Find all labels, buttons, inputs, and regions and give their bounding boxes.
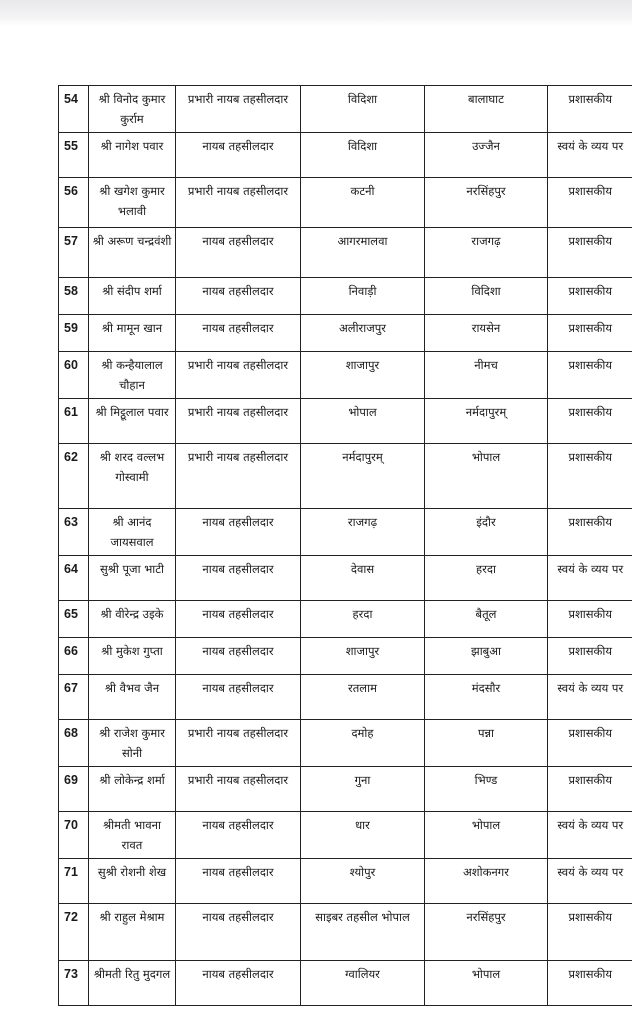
current-posting-cell: शाजापुर bbox=[301, 352, 425, 399]
serial-number-cell: 60 bbox=[59, 352, 89, 399]
new-posting-cell: हरदा bbox=[425, 556, 548, 601]
table-wrapper bbox=[58, 85, 632, 1006]
current-posting-cell: विदिशा bbox=[301, 86, 425, 133]
transfer-type-cell: प्रशासकीय bbox=[548, 315, 632, 352]
current-posting-cell: भोपाल bbox=[301, 399, 425, 444]
serial-number-cell: 63 bbox=[59, 509, 89, 556]
designation-cell: प्रभारी नायब तहसीलदार bbox=[176, 86, 301, 133]
new-posting-cell: झाबुआ bbox=[425, 638, 548, 675]
current-posting-cell: दमोह bbox=[301, 720, 425, 767]
serial-number-cell: 59 bbox=[59, 315, 89, 352]
serial-number-cell: 55 bbox=[59, 133, 89, 178]
new-posting-cell: उज्जैन bbox=[425, 133, 548, 178]
current-posting-cell: रतलाम bbox=[301, 675, 425, 720]
transfer-type-cell: प्रशासकीय bbox=[548, 444, 632, 509]
table-row bbox=[59, 509, 632, 556]
serial-number-cell: 58 bbox=[59, 278, 89, 315]
current-posting-cell: हरदा bbox=[301, 601, 425, 638]
designation-cell: नायब तहसीलदार bbox=[176, 278, 301, 315]
designation-cell: नायब तहसीलदार bbox=[176, 675, 301, 720]
transfer-type-cell: प्रशासकीय bbox=[548, 352, 632, 399]
table-row bbox=[59, 352, 632, 399]
new-posting-cell: भोपाल bbox=[425, 444, 548, 509]
transfer-type-cell: प्रशासकीय bbox=[548, 509, 632, 556]
officer-name-cell: सुश्री रोशनी शेख bbox=[89, 859, 176, 904]
transfer-type-cell: प्रशासकीय bbox=[548, 178, 632, 228]
new-posting-cell: अशोकनगर bbox=[425, 859, 548, 904]
transfer-table bbox=[58, 85, 632, 1006]
officer-name-cell: श्री आनंद जायसवाल bbox=[89, 509, 176, 556]
designation-cell: प्रभारी नायब तहसीलदार bbox=[176, 720, 301, 767]
designation-cell: नायब तहसीलदार bbox=[176, 556, 301, 601]
officer-name-cell: श्री मिट्ठूलाल पवार bbox=[89, 399, 176, 444]
serial-number-cell: 68 bbox=[59, 720, 89, 767]
serial-number-cell: 67 bbox=[59, 675, 89, 720]
current-posting-cell: गुना bbox=[301, 767, 425, 812]
officer-name-cell: श्री शरद वल्लभ गोस्वामी bbox=[89, 444, 176, 509]
transfer-table-body bbox=[59, 86, 632, 1006]
table-row bbox=[59, 556, 632, 601]
current-posting-cell: साइबर तहसील भोपाल bbox=[301, 904, 425, 961]
designation-cell: नायब तहसीलदार bbox=[176, 228, 301, 278]
transfer-type-cell: प्रशासकीय bbox=[548, 961, 632, 1006]
officer-name-cell: श्री संदीप शर्मा bbox=[89, 278, 176, 315]
new-posting-cell: इंदौर bbox=[425, 509, 548, 556]
transfer-type-cell: प्रशासकीय bbox=[548, 638, 632, 675]
serial-number-cell: 57 bbox=[59, 228, 89, 278]
current-posting-cell: निवाड़ी bbox=[301, 278, 425, 315]
serial-number-cell: 65 bbox=[59, 601, 89, 638]
current-posting-cell: देवास bbox=[301, 556, 425, 601]
officer-name-cell: श्री खगेश कुमार भलावी bbox=[89, 178, 176, 228]
transfer-type-cell: प्रशासकीय bbox=[548, 278, 632, 315]
designation-cell: नायब तहसीलदार bbox=[176, 812, 301, 859]
table-row bbox=[59, 178, 632, 228]
transfer-type-cell: प्रशासकीय bbox=[548, 86, 632, 133]
new-posting-cell: विदिशा bbox=[425, 278, 548, 315]
current-posting-cell: आगरमालवा bbox=[301, 228, 425, 278]
transfer-type-cell: स्वयं के व्यय पर bbox=[548, 812, 632, 859]
new-posting-cell: भिण्ड bbox=[425, 767, 548, 812]
new-posting-cell: भोपाल bbox=[425, 812, 548, 859]
transfer-type-cell: प्रशासकीय bbox=[548, 399, 632, 444]
officer-name-cell: श्रीमती रितु मुदगल bbox=[89, 961, 176, 1006]
officer-name-cell: श्री राजेश कुमार सोनी bbox=[89, 720, 176, 767]
serial-number-cell: 70 bbox=[59, 812, 89, 859]
new-posting-cell: पन्ना bbox=[425, 720, 548, 767]
table-row bbox=[59, 859, 632, 904]
officer-name-cell: श्री कन्हैयालाल चौहान bbox=[89, 352, 176, 399]
officer-name-cell: श्री राहुल मेश्राम bbox=[89, 904, 176, 961]
current-posting-cell: शाजापुर bbox=[301, 638, 425, 675]
new-posting-cell: बैतूल bbox=[425, 601, 548, 638]
current-posting-cell: धार bbox=[301, 812, 425, 859]
designation-cell: प्रभारी नायब तहसीलदार bbox=[176, 178, 301, 228]
table-row bbox=[59, 315, 632, 352]
new-posting-cell: नरसिंहपुर bbox=[425, 904, 548, 961]
officer-name-cell: श्री मुकेश गुप्ता bbox=[89, 638, 176, 675]
transfer-type-cell: स्वयं के व्यय पर bbox=[548, 133, 632, 178]
current-posting-cell: अलीराजपुर bbox=[301, 315, 425, 352]
new-posting-cell: नर्मदापुरम् bbox=[425, 399, 548, 444]
serial-number-cell: 66 bbox=[59, 638, 89, 675]
serial-number-cell: 56 bbox=[59, 178, 89, 228]
table-row bbox=[59, 399, 632, 444]
serial-number-cell: 54 bbox=[59, 86, 89, 133]
serial-number-cell: 73 bbox=[59, 961, 89, 1006]
designation-cell: नायब तहसीलदार bbox=[176, 509, 301, 556]
current-posting-cell: राजगढ़ bbox=[301, 509, 425, 556]
transfer-type-cell: प्रशासकीय bbox=[548, 601, 632, 638]
table-row bbox=[59, 228, 632, 278]
officer-name-cell: श्री लोकेन्द्र शर्मा bbox=[89, 767, 176, 812]
transfer-type-cell: प्रशासकीय bbox=[548, 720, 632, 767]
table-row bbox=[59, 767, 632, 812]
serial-number-cell: 69 bbox=[59, 767, 89, 812]
designation-cell: प्रभारी नायब तहसीलदार bbox=[176, 767, 301, 812]
new-posting-cell: रायसेन bbox=[425, 315, 548, 352]
designation-cell: नायब तहसीलदार bbox=[176, 601, 301, 638]
designation-cell: नायब तहसीलदार bbox=[176, 904, 301, 961]
transfer-type-cell: प्रशासकीय bbox=[548, 228, 632, 278]
serial-number-cell: 72 bbox=[59, 904, 89, 961]
transfer-type-cell: स्वयं के व्यय पर bbox=[548, 556, 632, 601]
transfer-type-cell: स्वयं के व्यय पर bbox=[548, 859, 632, 904]
table-row bbox=[59, 812, 632, 859]
serial-number-cell: 61 bbox=[59, 399, 89, 444]
new-posting-cell: राजगढ़ bbox=[425, 228, 548, 278]
new-posting-cell: मंदसौर bbox=[425, 675, 548, 720]
new-posting-cell: भोपाल bbox=[425, 961, 548, 1006]
officer-name-cell: श्री वीरेन्द्र उइके bbox=[89, 601, 176, 638]
table-row bbox=[59, 133, 632, 178]
current-posting-cell: नर्मदापुरम् bbox=[301, 444, 425, 509]
transfer-type-cell: प्रशासकीय bbox=[548, 904, 632, 961]
transfer-type-cell: प्रशासकीय bbox=[548, 767, 632, 812]
table-row bbox=[59, 444, 632, 509]
serial-number-cell: 64 bbox=[59, 556, 89, 601]
designation-cell: नायब तहसीलदार bbox=[176, 133, 301, 178]
officer-name-cell: श्रीमती भावना रावत bbox=[89, 812, 176, 859]
new-posting-cell: नीमच bbox=[425, 352, 548, 399]
designation-cell: नायब तहसीलदार bbox=[176, 315, 301, 352]
designation-cell: प्रभारी नायब तहसीलदार bbox=[176, 444, 301, 509]
table-row bbox=[59, 86, 632, 133]
current-posting-cell: कटनी bbox=[301, 178, 425, 228]
designation-cell: नायब तहसीलदार bbox=[176, 961, 301, 1006]
officer-name-cell: सुश्री पूजा भाटी bbox=[89, 556, 176, 601]
current-posting-cell: विदिशा bbox=[301, 133, 425, 178]
designation-cell: प्रभारी नायब तहसीलदार bbox=[176, 352, 301, 399]
transfer-type-cell: स्वयं के व्यय पर bbox=[548, 675, 632, 720]
designation-cell: नायब तहसीलदार bbox=[176, 638, 301, 675]
current-posting-cell: श्योपुर bbox=[301, 859, 425, 904]
new-posting-cell: बालाघाट bbox=[425, 86, 548, 133]
officer-name-cell: श्री नागेश पवार bbox=[89, 133, 176, 178]
serial-number-cell: 62 bbox=[59, 444, 89, 509]
officer-name-cell: श्री अरूण चन्द्रवंशी bbox=[89, 228, 176, 278]
table-row bbox=[59, 638, 632, 675]
top-edge-strip bbox=[0, 0, 632, 26]
serial-number-cell: 71 bbox=[59, 859, 89, 904]
officer-name-cell: श्री विनोद कुमार कुर्राम bbox=[89, 86, 176, 133]
table-row bbox=[59, 675, 632, 720]
table-row bbox=[59, 601, 632, 638]
table-row bbox=[59, 720, 632, 767]
designation-cell: प्रभारी नायब तहसीलदार bbox=[176, 399, 301, 444]
designation-cell: नायब तहसीलदार bbox=[176, 859, 301, 904]
table-row bbox=[59, 904, 632, 961]
table-row bbox=[59, 278, 632, 315]
current-posting-cell: ग्वालियर bbox=[301, 961, 425, 1006]
officer-name-cell: श्री वैभव जैन bbox=[89, 675, 176, 720]
table-row bbox=[59, 961, 632, 1006]
officer-name-cell: श्री मामून खान bbox=[89, 315, 176, 352]
new-posting-cell: नरसिंहपुर bbox=[425, 178, 548, 228]
